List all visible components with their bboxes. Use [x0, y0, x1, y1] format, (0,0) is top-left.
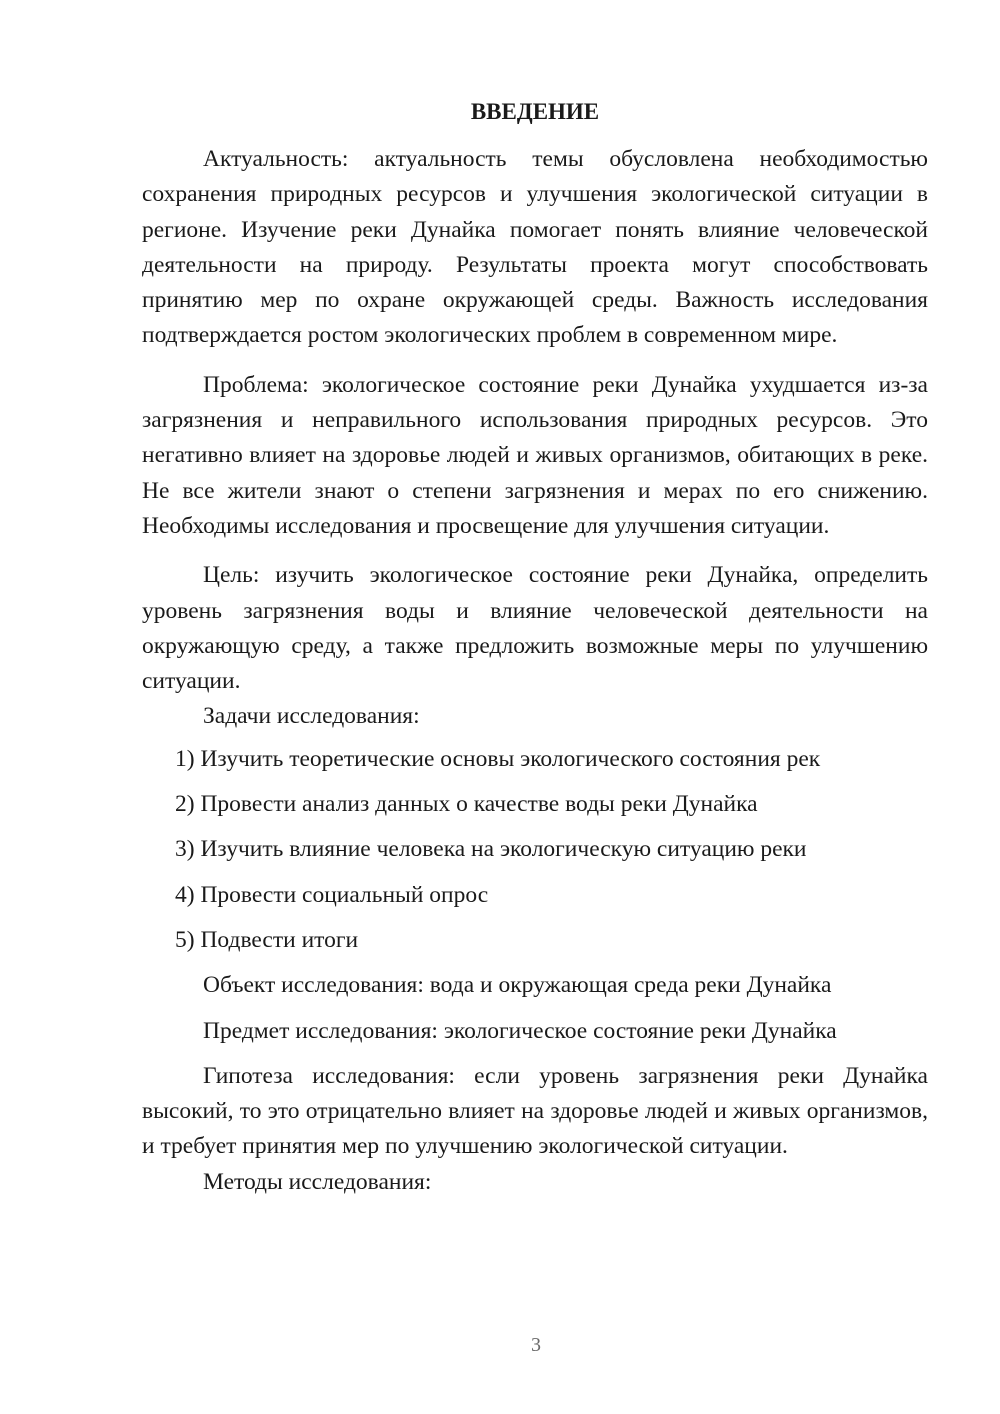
task-item: 3) Изучить влияние человека на экологическую ситуацию реки — [175, 836, 807, 863]
subject-paragraph: Предмет исследования: экологическое состояние реки Дунайка — [203, 1017, 837, 1044]
task-item: 4) Провести социальный опрос — [175, 881, 489, 908]
tasks-title: Задачи исследования: — [203, 703, 420, 730]
problem-paragraph: Проблема: экологическое состояние реки Дунайка ухудшается из-за загрязнения и неправильного использования природных ресурсов. Это негативно влияет на здоровье людей и живых организмов, обитающих в реке. Не все жители знают о степени загрязнения и мерах по его снижению. Необходимы исследования и просвещение для улучшения ситуации. — [142, 371, 928, 539]
goal-paragraph: Цель: изучить экологическое состояние реки Дунайка, определить уровень загрязнения воды и влияние человеческой деятельности на окружающую среду, а также предложить возможные меры по улучшению ситуации. — [142, 562, 928, 695]
tasks-list — [142, 742, 928, 958]
object-paragraph: Объект исследования: вода и окружающая среда реки Дунайка — [203, 972, 832, 999]
page-number: 3 — [531, 1334, 541, 1356]
page-content — [142, 96, 928, 1200]
section-heading: ВВЕДЕНИЕ — [470, 99, 600, 124]
task-item: 1) Изучить теоретические основы экологического состояния рек — [175, 745, 821, 772]
task-item: 5) Подвести итоги — [175, 926, 359, 953]
relevance-paragraph: Актуальность: актуальность темы обусловлена необходимостью сохранения природных ресурсов и улучшения экологической ситуации в регионе. Изучение реки Дунайка помогает понять влияние человеческой деятельности на природу. Результаты проекта могут способствовать принятию мер по охране окружающей среды. Важность исследования подтверждается ростом экологических проблем в современном мире. — [142, 146, 928, 349]
task-item: 2) Провести анализ данных о качестве воды реки Дунайка — [175, 791, 758, 818]
methods-title: Методы исследования: — [203, 1168, 432, 1195]
hypothesis-paragraph: Гипотеза исследования: если уровень загрязнения реки Дунайка высокий, то это отрицательно влияет на здоровье людей и живых организмов, и требует принятия мер по улучшению экологической ситуации. — [142, 1062, 928, 1160]
